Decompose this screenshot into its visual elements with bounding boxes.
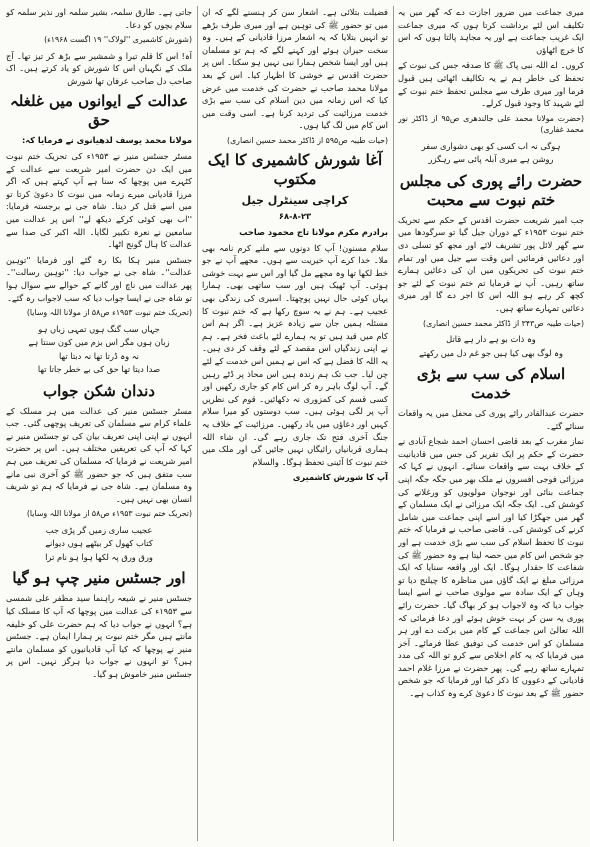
paragraph: مسٹر جسٹس منیر نے ۱۹۵۳ء کی تحریک ختم نبوت میں ایک دن حضرت امیر شریعت سے عدالت کے کٹہرے میں پوچھا کہ سنا ہے آپ کہتے ہیں کہ اگر مرزا قادیانی میرے زمانہ میں نبوت کا دعویٰ کرتا تو میں اسے قتل کر دیتا۔ شاہ جی نے برجستہ فرمایا: ''اب بھی کوئی کرکے دیکھ لے'' اس پر عدالت میں سامعین نے نعرہ تکبیر لگایا۔ اللہ اکبر کی صدا سے عدالت کا ہال گونج اٹھا۔ xyxy=(6,151,192,250)
verse-line: وہ لوگ بھی کیا ہیں جو غم دل میں رکھتے xyxy=(419,347,563,358)
verse-line: ہوگی نہ اب کسی کو بھی دشواری سفر xyxy=(421,140,561,151)
paragraph: کروں۔ اے اللہ نبی پاک ﷺ کا صدقہ جس کی نبوت کے تحفظ کی خاطر ہم نے یہ تکالیف اٹھائی ہیں قبول فرما اور میری طرف سے مجلس تحفظ ختم نبوت کے لئے شہید کا وجود قبول کرلے۔ xyxy=(398,60,584,109)
verse-block xyxy=(398,140,584,167)
verse-line: صدا دیتا تھا حق کی بے خطر جاتا تھا xyxy=(37,364,161,375)
section-heading: دندان شکن جواب xyxy=(43,381,155,400)
source-citation: (حضرت مولانا محمد علی جالندھری ص۹۵ از ڈاکٹر نور محمد غفاری) xyxy=(398,113,584,135)
verse-line: روشن ہے میری آبلہ پائی سے رہگزر xyxy=(428,154,554,165)
paragraph: جسٹس منیر ہکا بکا رہ گئے اور فرمایا ''توہین عدالت''۔ شاہ جی نے جواب دیا: ''توہین رسالت''۔ پھر عدالت میں ناچ اور گانے کے حوالے سے سوال ہوا تو شاہ جی نے ایسا جواب دیا کہ سب لاجواب رہ گئے۔ xyxy=(6,254,192,303)
paragraph: جاتی ہے۔ طارق سلمہ، بشیر سلمہ اور نذیر سلمہ کو سلام بچوں کو دعا۔ xyxy=(6,7,192,30)
column-right xyxy=(398,6,584,841)
column-left xyxy=(6,6,192,841)
byline: مولانا محمد یوسف لدھیانوی نے فرمایا کہ: xyxy=(21,135,192,146)
verse-block xyxy=(6,323,192,377)
paragraph: حضرت عبدالقادر رائے پوری کی محفل میں یہ واقعات سنائے گئے۔ xyxy=(398,408,584,431)
paragraph: نماز مغرب کے بعد قاضی احسان احمد شجاع آبادی نے حضرت کے حکم پر ایک تقریر کی جس میں قادیانیت کے خلاف بہت سے واقعات سنائے۔ انہوں نے کہا کہ مرزائی فوجی افسروں نے ملک بھر میں جگہ جگہ اپنی جماعت بنائی اور نوجوان مولویوں کو ورغلانے کی کوشش کی۔ ایک جگہ ایک مرزائی نے ایک مسلمان کے گھر میں جھگڑا کیا اور اسے اپنی جماعت میں شامل کرنے کی کوشش کی۔ قاضی صاحب نے فرمایا کہ ختم نبوت کا تحفظ اسلام کی سب سے بڑی خدمت ہے اور جو شخص اس کام میں حصہ لیتا ہے وہ حضور ﷺ کی شفاعت کا حقدار ہوگا۔ ایک اور واقعہ سنایا کہ ایک مرزائی مبلغ نے ایک گاؤں میں مناظرہ کا چیلنج دیا تو وہاں کے ایک سادہ سے مولوی صاحب نے اسے ایسا جواب دیا کہ وہ لاجواب ہو کر بھاگ گیا۔ حضرت رائے پوری یہ سن کر بہت خوش ہوئے اور دعا فرمائی کہ اللہ تعالیٰ اس جماعت کے کام میں برکت دے اور ہر مسلمان کو اس خدمت کی توفیق عطا فرمائے۔ آخر میں فرمایا کہ یہ کام اخلاص سے کرو تو اللہ کی مدد تمہارے ساتھ رہے گی۔ پھر حضرت نے مرزا غلام احمد قادیانی کے دعووں کا ذکر کیا اور فرمایا کہ جو شخص حضور ﷺ کے بعد نبوت کا دعویٰ کرے وہ کذاب ہے۔ xyxy=(398,436,584,699)
source-citation: (تحریک ختم نبوت ۱۹۵۳ء ص۵۸ از مولانا اللہ وسایا) xyxy=(26,509,192,519)
letter-signature: آپ کا شورش کاشمیری xyxy=(292,472,388,483)
verse-line: عجیب ساری زمیں گر پڑی جب xyxy=(45,524,153,535)
verse-block xyxy=(398,333,584,360)
column-middle xyxy=(202,6,388,841)
section-heading: آغا شورش کاشمیری کا ایک مکتوب xyxy=(207,151,383,189)
source-citation: (حیات طیبہ ص۵۹۵ از ڈاکٹر محمد حسین انصاری) xyxy=(227,135,388,145)
verse-line: جہاں سب گنگ ہوں تمہی زباں ہو xyxy=(38,323,160,334)
verse-block xyxy=(6,524,192,565)
column-divider xyxy=(393,6,394,841)
column-divider xyxy=(197,6,198,841)
verse-line: وہ ذات بو ہے دار ہے قاتل xyxy=(446,334,536,344)
paragraph: میری جماعت میں ضرور اجازت دے کہ گھر میں یہ تکلیف اس لئے برداشت کرتا ہوں کہ میری جماعت ایک غریب جماعت ہے اور یہ مجاہد پالتا ہوں کہ اس کا خرچ اٹھاؤں xyxy=(398,7,584,55)
section-heading: اسلام کی سب سے بڑی خدمت xyxy=(416,365,566,402)
verse-line: زبان ہوں مگر اس بزم میں کون سنتا ہے xyxy=(28,337,170,348)
section-heading: اور جسٹس منیر چپ ہو گیا xyxy=(12,569,186,588)
verse-line: کتاب کھول کر بیٹھے ہوں دیوانے xyxy=(45,538,153,549)
source-citation: (تحریک ختم نبوت ۱۹۵۳ء ص۵۸ از مولانا اللہ وسایا) xyxy=(26,308,192,318)
paragraph: جسٹس منیر نے شیعہ راہنما سید مظفر علی شمسی سے ۱۹۵۳ء کی عدالت میں پوچھا کہ آپ کا مسلک کیا ہے؟ انہوں نے جواب دیا کہ ہم حضرت علی کو خلیفہ مانتے ہیں مگر ختم نبوت پر ہمارا ایمان ہے۔ جسٹس منیر نے پوچھا کہ کیا آپ قادیانیوں کو مسلمان مانتے ہیں؟ تو انہوں نے جواب دیا ہرگز نہیں۔ اس پر جسٹس منیر خاموش ہو گیا۔ xyxy=(6,593,192,679)
section-heading: عدالت کے ایوانوں میں غلغلہ حق xyxy=(9,92,189,130)
paragraph: مسٹر جسٹس منیر کی عدالت میں ہر مسلک کے علماء کرام سے مسلمان کی تعریف پوچھی گئی۔ جب انہوں نے اپنی اپنی تعریف بیان کی تو جسٹس منیر نے کہا کہ آپ کی تعریفیں مختلف ہیں۔ اس پر حضرت امیر شریعت نے فرمایا کہ مسلمان کی تعریف میں ہم سب متفق ہیں کہ جو حضور ﷺ کو آخری نبی مانے وہ مسلمان ہے۔ شاہ جی نے فرمایا کہ ہم تو شریف انسان بھی نہیں ہیں۔ xyxy=(6,405,192,504)
verse-line: نہ وہ ڈرتا تھا نہ دبتا تھا xyxy=(59,350,139,361)
letter-date: ۶۸-۸-۲۳ xyxy=(278,211,312,222)
letter-salutation: برادرم مکرم مولانا تاج محمود صاحب xyxy=(239,227,388,238)
letter-location: کراچی سینٹرل جیل xyxy=(241,194,349,208)
source-citation: (حیات طیبہ ص۳۴۳ از ڈاکٹر محمد حسین انصاری) xyxy=(423,318,584,328)
paragraph: فضیلت بتلائی ہے۔ اشعار سن کر ہنسنے لگے کہ ان میں تو حضور ﷺ کی توہین ہے اور میری طرف بڑھے تو انہیں بتلایا کہ یہ اشعار مرزا قادیانی کے ہیں۔ وہ سخت حیران ہوئے اور کہنے لگے کہ ہم تو مسلمان ہیں اور ایسا شخص ہمارا نبی نہیں ہو سکتا۔ اس پر حضرت اقدس نے خوشی کا اظہار کیا۔ اس کے بعد مولانا محمد صاحب نے حضرت کی خدمت میں عرض کیا کہ اس زمانہ میں دین اسلام کی سب سے بڑی خدمت مرزائیت کی تردید کرنا ہے۔ اسی وقت میں اس کام میں لگ گیا ہوں۔ xyxy=(202,7,388,131)
paragraph: آہ! اس کا قلم تیرا و شمشیر سے بڑھ کر تیز تھا۔ آج ملک کے نگہبان اس کا شورش کو یاد کرتے ہیں۔ اک صاحب دل صاحب عرفان تھا شورش xyxy=(6,50,192,86)
section-heading: حضرت رائے پوری کی مجلس ختم نبوت سے محبت xyxy=(399,171,583,209)
paragraph: سلام مسنون! آپ کا دونوں سے ملنے کرم نامہ بھی ملا۔ خدا کرے آپ خیریت سے ہوں۔ مجھے آپ نے جو خط لکھا تھا وہ مجھے مل گیا اور اس سے بہت خوشی ہوئی۔ آپ ٹھیک ہیں اور سب ساتھی بھی۔ ہمارا یہاں کوئی حال نہیں پوچھتا۔ اسیری کی زندگی بھی عجیب ہے۔ ہم نے یہ سوچ رکھا ہے کہ ختم نبوت کا مسئلہ ہمیں جان سے زیادہ عزیز ہے۔ اگر ہم اس کام میں قید ہیں تو یہ ہمارے لئے باعث فخر ہے۔ ہم نے اپنی زندگیاں اس مقصد کے لئے وقف کر دی ہیں۔ یہ اللہ کا فضل ہے کہ اس نے ہمیں اس خدمت کے لئے چن لیا۔ جب تک ہم زندہ ہیں اس محاذ پر ڈٹے رہیں گے۔ آپ لوگ باہر رہ کر اس کام کو جاری رکھیں اور کسی قسم کی کمزوری نہ دکھائیں۔ قوم کی نظریں آپ پر لگی ہوئی ہیں۔ سب دوستوں کو میرا سلام کہیں اور دعاؤں میں یاد رکھیں۔ مرزائیت کے خلاف یہ جنگ آخری فتح تک جاری رہے گی۔ ان شاء اللہ ہماری قربانیاں رائیگاں نہیں جائیں گی اور ملک میں ختم نبوت کا آئینی تحفظ ہوگا۔ والسلام xyxy=(202,242,388,467)
verse-line: ورق ورق پہ لکھا ہوا ہو نام ترا xyxy=(45,551,153,562)
paragraph: جب امیر شریعت حضرت اقدس کے حکم سے تحریک ختم نبوت ۱۹۵۳ء کے دوران جیل گیا تو سرگودھا میں سے گھر لائل پور تشریف لائے اور مجھ کو تسلی دی اور دعائیں فرمائیں اس وقت سے جیل میں اور تمام ختم نبوت کی تحریکوں میں ان کی دعائیں ہمارے ساتھ رہیں۔ آپ نے فرمایا تم ختم نبوت کے لئے جو کچھ کر رہے ہو اللہ اس کا اجر دے گا اور میری دعائیں تمہارے ساتھ ہیں۔ xyxy=(398,214,584,313)
source-citation: (شورش کاشمیری ''لولاک'' ۱۹ اگست ۱۹۶۸ء) xyxy=(44,35,192,45)
